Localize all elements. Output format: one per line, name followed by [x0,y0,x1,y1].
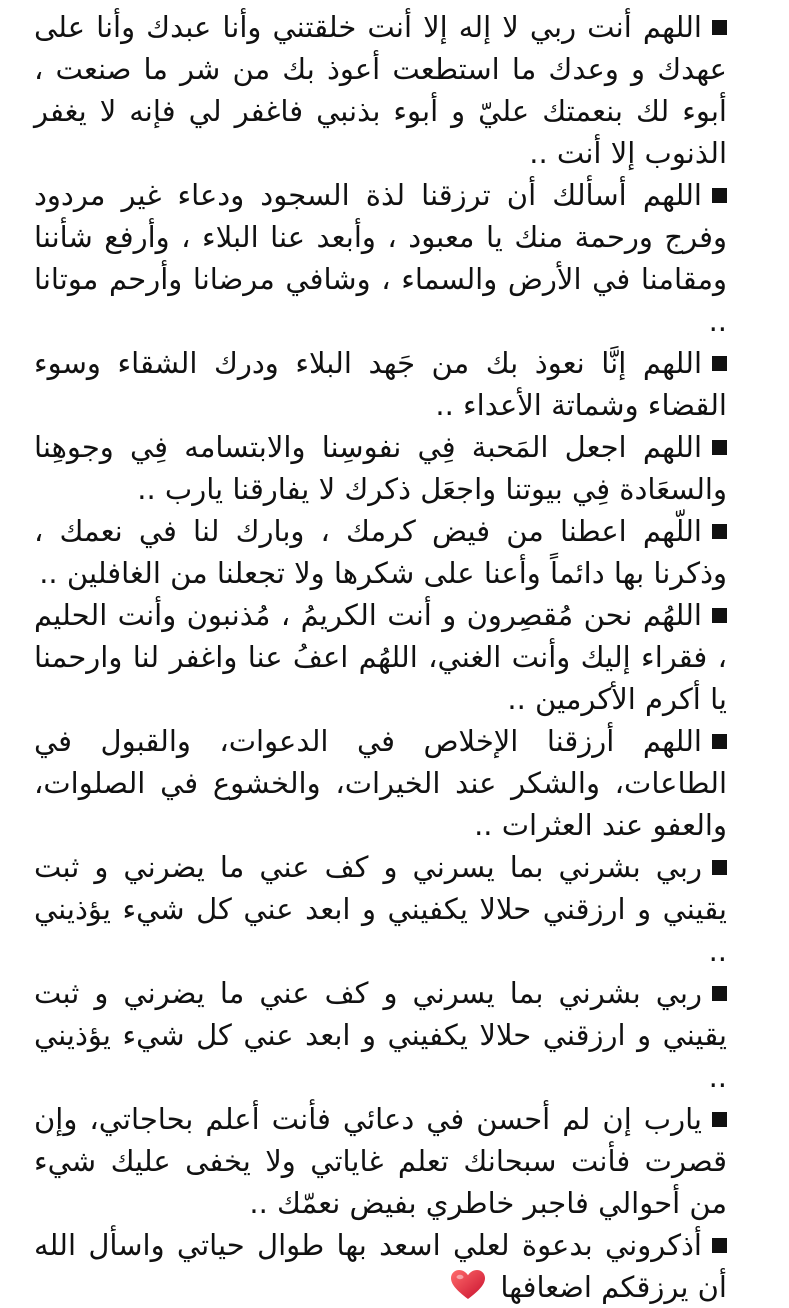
dua-paragraph-10 [34,1098,727,1224]
dua-paragraph-1 [34,6,727,174]
dua-text: ربي بشرني بما يسرني و كف عني ما يضرني و ثبت يقيني و ارزقني حلالا يكفيني و ابعد عني كل شيء يؤذيني .. [34,850,727,968]
dua-text: اللهم أرزقنا الإخلاص في الدعوات، والقبول في الطاعات، والشكر عند الخيرات، والخشوع في الصلوات، والعفو عند العثرات .. [34,724,727,842]
square-bullet-icon [712,986,727,1001]
dua-text: اللهُم نحن مُقصِرون و أنت الكريمُ ، مُذنبون وأنت الحليم ، فقراء إليك وأنت الغني، اللهُم اعفُ عنا واغفر لنا وارحمنا يا أكرم الأكرمين .. [34,598,727,716]
dua-paragraph-8 [34,846,727,972]
dua-text: أذكروني بدعوة لعلي اسعد بها طوال حياتي واسأل الله أن يرزقكم اضعافها [34,1228,727,1304]
dua-paragraph-4 [34,426,727,510]
square-bullet-icon [712,20,727,35]
dua-text: ربي بشرني بما يسرني و كف عني ما يضرني و ثبت يقيني و ارزقني حلالا يكفيني و ابعد عني كل شيء يؤذيني .. [34,976,727,1094]
square-bullet-icon [712,860,727,875]
dua-text: اللّهم اعطنا من فيض كرمك ، وبارك لنا في نعمك ، وذكرنا بها دائماً وأعنا على شكرها ولا تجعلنا من الغافلين .. [34,514,727,590]
dua-text: اللهم اجعل المَحبة فِي نفوسِنا والابتسامه فِي وجوهِنا والسعَادة فِي بيوتنا واجعَل ذكرك لا يفارقنا يارب .. [34,430,727,506]
square-bullet-icon [712,608,727,623]
dua-paragraph-5 [34,510,727,594]
square-bullet-icon [712,734,727,749]
square-bullet-icon [712,440,727,455]
square-bullet-icon [712,524,727,539]
square-bullet-icon [712,1238,727,1253]
dua-paragraph-3 [34,342,727,426]
dua-paragraph-6 [34,594,727,720]
dua-text: اللهم إنَّا نعوذ بك من جَهد البلاء ودرك الشقاء وسوء القضاء وشماتة الأعداء .. [34,346,727,422]
square-bullet-icon [712,356,727,371]
square-bullet-icon [712,188,727,203]
square-bullet-icon [712,1112,727,1127]
dua-paragraph-2 [34,174,727,342]
dua-paragraph-11 [34,1224,727,1308]
dua-text: يارب إن لم أحسن في دعائي فأنت أعلم بحاجاتي، وإن قصرت فأنت سبحانك تعلم غاياتي ولا يخفى عليك شيء من أحوالي فاجبر خاطري بفيض نعمّك .. [34,1102,727,1220]
dua-paragraph-7 [34,720,727,846]
dua-paragraph-9 [34,972,727,1098]
dua-text: اللهم أنت ربي لا إله إلا أنت خلقتني وأنا عبدك وأنا على عهدك و وعدك ما استطعت أعوذ بك من شر ما صنعت ، أبوء لك بنعمتك عليّ و أبوء بذنبي فاغفر لي فإنه لا يغفر الذنوب إلا أنت .. [34,10,727,170]
dua-text: اللهم أسألك أن ترزقنا لذة السجود ودعاء غير مردود وفرج ورحمة منك يا معبود ، وأبعد عنا البلاء ، وأرفع شأننا ومقامنا في الأرض والسماء ، وشافي مرضانا وأرحم موتانا .. [34,178,727,338]
heart-icon [450,1269,486,1301]
